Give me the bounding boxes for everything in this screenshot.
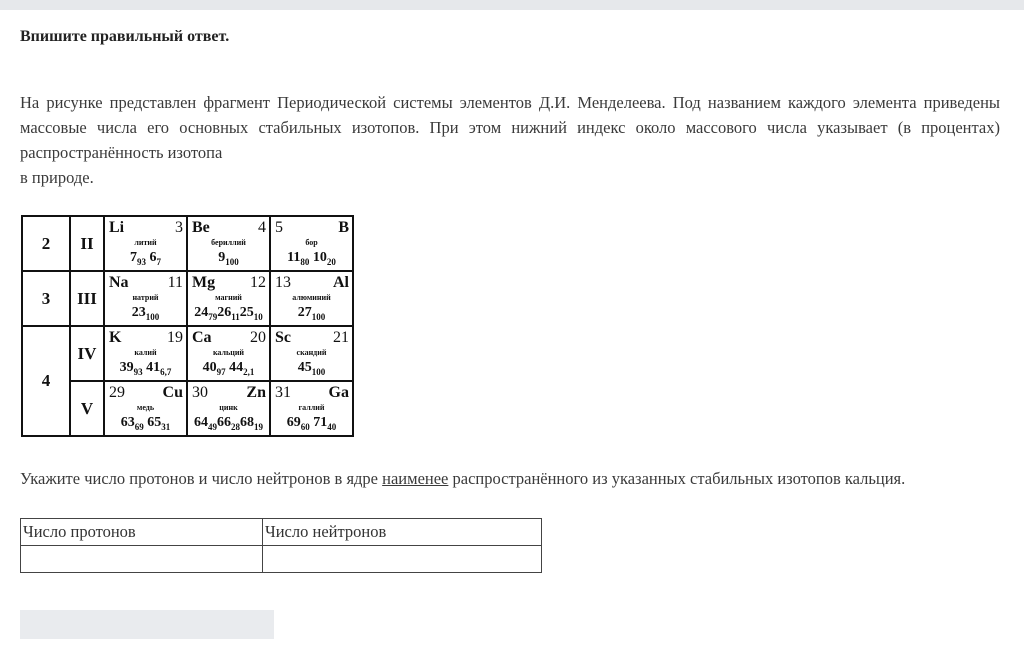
element-symbol: Li — [109, 219, 125, 236]
neutrons-header: Число нейтронов — [263, 519, 542, 546]
element-name: литий — [134, 238, 157, 247]
isotope-abundance: 7 — [156, 256, 161, 267]
isotope-mass: 26 — [217, 305, 232, 320]
isotope-abundance: 100 — [225, 256, 239, 267]
atomic-number: 29 — [109, 384, 125, 401]
isotope-abundance: 93 — [137, 256, 146, 267]
isotope-list — [105, 304, 186, 326]
isotope-mass: 11 — [287, 250, 301, 265]
atomic-number: 3 — [175, 219, 183, 236]
isotope-mass: 39 — [119, 360, 134, 375]
task-description — [20, 90, 1000, 190]
element-header — [109, 329, 183, 347]
isotope-abundance: 10 — [253, 311, 263, 322]
question-emphasis: наименее — [382, 469, 449, 488]
element-name: скандий — [296, 348, 327, 357]
task-heading: Впишите правильный ответ. — [20, 28, 230, 45]
element-cell-na — [104, 271, 187, 326]
atomic-number: 13 — [275, 274, 291, 291]
element-header — [275, 219, 349, 237]
isotope-list — [105, 359, 186, 381]
answer-table — [20, 518, 542, 573]
element-cell-b — [270, 216, 353, 271]
isotope-abundance: 6,7 — [160, 366, 172, 377]
isotope-list — [105, 249, 186, 271]
isotope-mass: 7 — [130, 250, 137, 265]
isotope-list — [188, 304, 269, 326]
element-header — [109, 384, 183, 402]
element-symbol: Zn — [246, 384, 266, 401]
element-header — [275, 384, 349, 402]
element-cell-ca — [187, 326, 270, 381]
isotope-list — [188, 359, 269, 381]
element-cell-al — [270, 271, 353, 326]
element-header — [109, 274, 183, 292]
isotope-abundance: 100 — [311, 311, 326, 322]
isotope-mass: 44 — [229, 360, 244, 375]
isotope-abundance: 11 — [231, 311, 240, 322]
submit-button[interactable] — [20, 610, 274, 639]
isotope-list — [271, 414, 352, 436]
periodic-table-fragment — [21, 215, 354, 437]
element-name: бериллий — [211, 238, 246, 247]
element-symbol: B — [338, 219, 349, 236]
element-symbol: Sc — [275, 329, 291, 346]
question-part-end: распространённого из указанных стабильных изотопов кальция. — [448, 469, 906, 488]
element-cell-be — [187, 216, 270, 271]
element-symbol: Al — [333, 274, 349, 291]
element-cell-ga — [270, 381, 353, 436]
isotope-mass: 23 — [131, 305, 146, 320]
isotope-list — [105, 414, 186, 436]
neutrons-input[interactable] — [265, 546, 543, 572]
isotope-mass: 9 — [218, 250, 226, 265]
isotope-abundance: 97 — [216, 366, 226, 377]
isotope-abundance: 40 — [327, 421, 337, 432]
element-cell-li — [104, 216, 187, 271]
group-label: IV — [70, 326, 104, 381]
question-part: Укажите число протонов и число нейтронов в ядре — [20, 469, 383, 488]
element-name: цинк — [219, 403, 238, 412]
atomic-number: 5 — [275, 219, 283, 236]
isotope-abundance: 19 — [254, 421, 263, 432]
protons-cell — [21, 546, 263, 573]
element-header — [109, 219, 183, 237]
atomic-number: 31 — [275, 384, 291, 401]
element-name: натрий — [132, 293, 159, 302]
isotope-mass: 63 — [120, 415, 135, 430]
isotope-mass: 65 — [147, 415, 162, 430]
isotope-mass: 64 — [194, 415, 208, 430]
atomic-number: 30 — [192, 384, 208, 401]
isotope-abundance: 69 — [134, 421, 144, 432]
atomic-number: 20 — [250, 329, 266, 346]
isotope-mass: 45 — [297, 360, 312, 375]
element-symbol: Ca — [192, 329, 212, 346]
atomic-number: 11 — [167, 274, 183, 291]
period-label: 2 — [22, 216, 70, 271]
atomic-number: 19 — [167, 329, 183, 346]
element-name: магний — [215, 293, 242, 302]
protons-input[interactable] — [23, 546, 264, 572]
isotope-abundance: 80 — [300, 256, 310, 267]
atomic-number: 21 — [333, 329, 349, 346]
element-symbol: Be — [192, 219, 210, 236]
isotope-mass: 24 — [194, 305, 209, 320]
element-name: галлий — [298, 403, 325, 412]
element-symbol: Cu — [162, 384, 183, 401]
period-label: 4 — [22, 326, 70, 436]
group-label: II — [70, 216, 104, 271]
isotope-abundance: 31 — [161, 421, 171, 432]
element-header — [275, 274, 349, 292]
isotope-list — [271, 359, 352, 381]
neutrons-cell — [263, 546, 542, 573]
isotope-abundance: 79 — [208, 311, 218, 322]
isotope-abundance: 60 — [300, 421, 310, 432]
isotope-abundance: 100 — [311, 366, 326, 377]
isotope-mass: 10 — [312, 250, 327, 265]
isotope-abundance: 28 — [231, 421, 240, 432]
isotope-mass: 40 — [202, 360, 217, 375]
atomic-number: 12 — [250, 274, 266, 291]
element-name: алюминий — [292, 293, 331, 302]
element-name: медь — [136, 403, 155, 412]
isotope-abundance: 100 — [145, 311, 160, 322]
top-bar — [0, 0, 1024, 10]
atomic-number: 4 — [258, 219, 266, 236]
element-header — [192, 329, 266, 347]
element-header — [192, 274, 266, 292]
element-cell-sc — [270, 326, 353, 381]
element-cell-cu — [104, 381, 187, 436]
element-cell-k — [104, 326, 187, 381]
element-name: калий — [134, 348, 157, 357]
isotope-mass: 66 — [217, 415, 231, 430]
element-name: бор — [305, 238, 318, 247]
isotope-abundance: 2,1 — [243, 366, 255, 377]
isotope-abundance: 49 — [208, 421, 217, 432]
group-label: V — [70, 381, 104, 436]
element-symbol: Na — [109, 274, 129, 291]
isotope-mass: 68 — [240, 415, 254, 430]
element-cell-zn — [187, 381, 270, 436]
isotope-abundance: 20 — [326, 256, 336, 267]
isotope-mass: 25 — [239, 305, 254, 320]
isotope-list — [188, 414, 269, 436]
isotope-mass: 41 — [146, 360, 161, 375]
isotope-mass: 69 — [286, 415, 301, 430]
isotope-mass: 6 — [149, 250, 157, 265]
isotope-mass: 71 — [313, 415, 328, 430]
isotope-list — [271, 304, 352, 326]
element-symbol: Ga — [328, 384, 349, 401]
description-text: На рисунке представлен фрагмент Периодической системы элементов Д.И. Менделеева. Под названием каждого элемента приведены массовые числа его основных стабильных изотопов. При этом нижний индекс около массового числа указывает (в процентах) распространённость изотопа — [20, 93, 1000, 162]
element-cell-mg — [187, 271, 270, 326]
element-name: кальций — [212, 348, 245, 357]
isotope-abundance: 93 — [133, 366, 143, 377]
group-label: III — [70, 271, 104, 326]
description-text-end: в природе. — [20, 168, 94, 187]
element-header — [192, 384, 266, 402]
protons-header: Число протонов — [21, 519, 263, 546]
question-text — [20, 469, 905, 489]
isotope-mass: 27 — [297, 305, 312, 320]
element-symbol: K — [109, 329, 122, 346]
element-symbol: Mg — [192, 274, 216, 291]
element-header — [192, 219, 266, 237]
isotope-list — [188, 249, 269, 271]
element-header — [275, 329, 349, 347]
isotope-list — [271, 249, 352, 271]
period-label: 3 — [22, 271, 70, 326]
